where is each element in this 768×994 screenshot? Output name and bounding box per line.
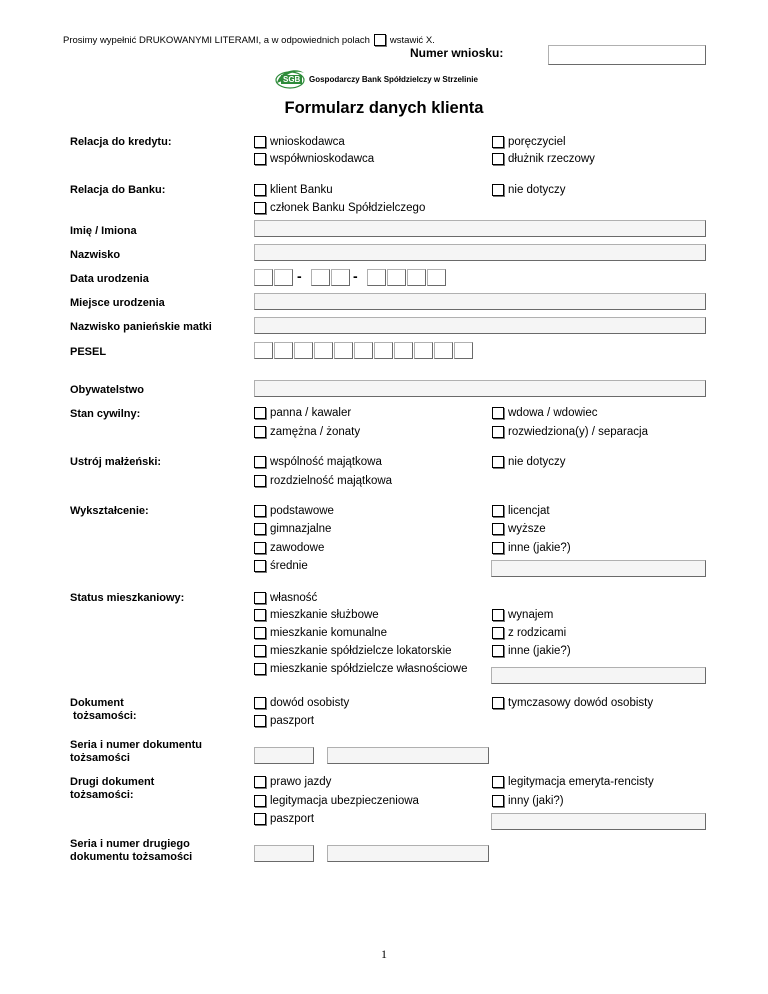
label-line: Drugi dokument: [70, 776, 155, 788]
option-label: mieszkanie komunalne: [270, 627, 387, 639]
mother-maiden-name-field[interactable]: [254, 317, 706, 334]
first-names-field[interactable]: [254, 220, 706, 237]
digit-box[interactable]: [427, 269, 446, 286]
checkbox[interactable]: [254, 456, 266, 468]
option-applicant[interactable]: [254, 136, 345, 148]
option-co-applicant[interactable]: [254, 153, 374, 165]
digit-box[interactable]: [454, 342, 473, 359]
checkbox[interactable]: [492, 542, 504, 554]
option-bank-member[interactable]: [254, 202, 425, 214]
digit-box[interactable]: [434, 342, 453, 359]
checkbox[interactable]: [492, 426, 504, 438]
second-series-label: [70, 838, 192, 864]
digit-box[interactable]: [367, 269, 386, 286]
option-label: legitymacja emeryta-rencisty: [508, 776, 654, 788]
option-divorced[interactable]: [492, 426, 648, 438]
option-label: wspólność majątkowa: [270, 456, 382, 468]
option-label: mieszkanie spółdzielcze własnościowe: [270, 663, 468, 675]
pesel-label: PESEL: [70, 346, 107, 358]
checkbox[interactable]: [254, 523, 266, 535]
option-label: wyższe: [508, 523, 546, 535]
birthplace-label: Miejsce urodzenia: [70, 297, 165, 309]
surname-label: Nazwisko: [70, 249, 121, 261]
option-label: współwnioskodawca: [270, 153, 375, 165]
checkbox[interactable]: [492, 697, 504, 709]
option-higher[interactable]: [492, 523, 546, 535]
date-separator: -: [297, 268, 302, 284]
option-label: dowód osobisty: [270, 697, 350, 709]
checkbox[interactable]: [254, 715, 266, 727]
option-driving-licence[interactable]: [254, 776, 331, 788]
option-label: członek Banku Spółdzielczego: [270, 202, 426, 214]
option-label: dłużnik rzeczowy: [508, 153, 595, 165]
digit-box[interactable]: [387, 269, 406, 286]
digit-box[interactable]: [254, 342, 273, 359]
first-names-label: Imię / Imiona: [70, 225, 137, 237]
digit-box[interactable]: [294, 342, 313, 359]
instruction-text: Prosimy wypełnić DRUKOWANYMI LITERAMI, a w odpowiednich polach: [63, 34, 370, 46]
digit-box[interactable]: [334, 342, 353, 359]
bank-name: Gospodarczy Bank Spółdzielczy w Strzelinie: [309, 74, 478, 84]
second-series-field[interactable]: [254, 845, 314, 862]
checkbox[interactable]: [254, 542, 266, 554]
option-label: licencjat: [508, 505, 550, 517]
digit-box[interactable]: [274, 269, 293, 286]
checkbox[interactable]: [254, 776, 266, 788]
housing-label: Status mieszkaniowy:: [70, 592, 185, 604]
option-guarantor[interactable]: [492, 136, 566, 148]
option-lower-secondary[interactable]: [254, 523, 331, 535]
birth-day-field[interactable]: [254, 269, 294, 286]
checkbox[interactable]: [492, 523, 504, 535]
option-rental[interactable]: [492, 609, 553, 621]
bank-logo: [274, 67, 478, 91]
id-series-label: [70, 739, 202, 765]
checkbox[interactable]: [492, 609, 504, 621]
option-coop-owned-flat[interactable]: [254, 663, 468, 675]
checkbox[interactable]: [492, 645, 504, 657]
option-label: gimnazjalne: [270, 523, 332, 535]
citizenship-field[interactable]: [254, 380, 706, 397]
form-title: Formularz danych klienta: [284, 99, 484, 117]
checkbox[interactable]: [492, 505, 504, 517]
option-council-flat[interactable]: [254, 627, 387, 639]
pesel-field[interactable]: [254, 342, 474, 359]
digit-box[interactable]: [311, 269, 330, 286]
checkbox[interactable]: [254, 426, 266, 438]
example-checkbox-icon: [374, 34, 386, 46]
housing-other-field[interactable]: [491, 667, 706, 684]
mother-maiden-name-label: Nazwisko panieńskie matki: [70, 321, 212, 333]
second-document-other-field[interactable]: [491, 813, 706, 830]
checkbox[interactable]: [254, 202, 266, 214]
option-label: średnie: [270, 560, 308, 572]
checkbox[interactable]: [254, 136, 266, 148]
checkbox[interactable]: [492, 407, 504, 419]
birth-month-field[interactable]: [311, 269, 351, 286]
option-label: podstawowe: [270, 505, 334, 517]
checkbox[interactable]: [254, 627, 266, 639]
checkbox[interactable]: [492, 184, 504, 196]
option-joint-property[interactable]: [254, 456, 382, 468]
fill-instruction: [63, 34, 435, 46]
option-married[interactable]: [254, 426, 360, 438]
option-label: legitymacja ubezpieczeniowa: [270, 795, 419, 807]
checkbox[interactable]: [254, 609, 266, 621]
digit-box[interactable]: [374, 342, 393, 359]
option-ownership[interactable]: [254, 592, 317, 604]
option-service-flat[interactable]: [254, 609, 379, 621]
checkbox[interactable]: [254, 813, 266, 825]
checkbox[interactable]: [254, 184, 266, 196]
digit-box[interactable]: [254, 269, 273, 286]
label-line: Dokument: [70, 697, 124, 709]
option-with-parents[interactable]: [492, 627, 566, 639]
id-number-field[interactable]: [327, 747, 489, 764]
label-line: tożsamości:: [73, 710, 137, 722]
option-label: inne (jakie?): [508, 645, 571, 657]
checkbox[interactable]: [254, 645, 266, 657]
birth-date-label: Data urodzenia: [70, 273, 149, 285]
checkbox[interactable]: [254, 592, 266, 604]
digit-box[interactable]: [394, 342, 413, 359]
checkbox[interactable]: [254, 407, 266, 419]
option-label: klient Banku: [270, 184, 333, 196]
digit-box[interactable]: [354, 342, 373, 359]
option-pensioner-id[interactable]: [492, 776, 654, 788]
date-separator: -: [353, 268, 358, 284]
option-passport[interactable]: [254, 715, 314, 727]
checkbox[interactable]: [492, 776, 504, 788]
option-label: panna / kawaler: [270, 407, 352, 419]
birthplace-field[interactable]: [254, 293, 706, 310]
option-label: rozwiedziona(y) / separacja: [508, 426, 648, 438]
option-widowed[interactable]: [492, 407, 597, 419]
option-temporary-id-card[interactable]: [492, 697, 653, 709]
option-label: nie dotyczy: [508, 456, 566, 468]
option-education-other[interactable]: [492, 542, 571, 554]
option-label: rozdzielność majątkowa: [270, 475, 393, 487]
option-property-not-applicable[interactable]: [492, 456, 566, 468]
option-label: poręczyciel: [508, 136, 566, 148]
checkbox[interactable]: [254, 505, 266, 517]
marital-status-label: Stan cywilny:: [70, 408, 141, 420]
option-label: zamężna / żonaty: [270, 426, 361, 438]
checkbox[interactable]: [254, 697, 266, 709]
option-not-applicable[interactable]: [492, 184, 566, 196]
id-series-field[interactable]: [254, 747, 314, 764]
checkbox[interactable]: [254, 560, 266, 572]
checkbox[interactable]: [254, 475, 266, 487]
option-secondary[interactable]: [254, 560, 308, 572]
digit-box[interactable]: [314, 342, 333, 359]
option-label: mieszkanie spółdzielcze lokatorskie: [270, 645, 452, 657]
request-number-field[interactable]: [548, 45, 706, 65]
option-label: paszport: [270, 813, 315, 825]
checkbox[interactable]: [492, 456, 504, 468]
education-label: Wykształcenie:: [70, 505, 149, 517]
label-line: dokumentu tożsamości: [70, 851, 193, 863]
option-label: z rodzicami: [508, 627, 567, 639]
label-line: Seria i numer dokumentu: [70, 739, 203, 751]
label-line: Seria i numer drugiego: [70, 838, 190, 850]
option-label: wdowa / wdowiec: [508, 407, 598, 419]
option-coop-tenant-flat[interactable]: [254, 645, 452, 657]
option-bachelor[interactable]: [492, 505, 550, 517]
option-primary[interactable]: [254, 505, 334, 517]
option-collateral-debtor[interactable]: [492, 153, 595, 165]
second-document-label: [70, 776, 154, 802]
option-insurance-id[interactable]: [254, 795, 419, 807]
option-second-passport[interactable]: [254, 813, 314, 825]
option-label: tymczasowy dowód osobisty: [508, 697, 654, 709]
option-label: wynajem: [508, 609, 554, 621]
sgb-logo-text: SGB: [283, 75, 301, 84]
option-label: prawo jazdy: [270, 776, 332, 788]
option-bank-client[interactable]: [254, 184, 333, 196]
checkbox[interactable]: [254, 663, 266, 675]
label-line: tożsamości:: [70, 789, 134, 801]
checkbox[interactable]: [254, 153, 266, 165]
digit-box[interactable]: [331, 269, 350, 286]
birth-year-field[interactable]: [367, 269, 447, 286]
bank-relation-label: Relacja do Banku:: [70, 184, 166, 196]
label-line: tożsamości: [70, 752, 130, 764]
surname-field[interactable]: [254, 244, 706, 261]
citizenship-label: Obywatelstwo: [70, 384, 144, 396]
option-label: nie dotyczy: [508, 184, 566, 196]
digit-box[interactable]: [414, 342, 433, 359]
option-label: zawodowe: [270, 542, 325, 554]
option-label: inny (jaki?): [508, 795, 564, 807]
credit-relation-label: Relacja do kredytu:: [70, 136, 172, 148]
option-id-card[interactable]: [254, 697, 349, 709]
checkbox[interactable]: [492, 795, 504, 807]
second-number-field[interactable]: [327, 845, 489, 862]
option-label: paszport: [270, 715, 315, 727]
marital-property-label: Ustrój małżeński:: [70, 456, 162, 468]
digit-box[interactable]: [407, 269, 426, 286]
page-number: 1: [381, 947, 387, 961]
option-label: wnioskodawca: [270, 136, 345, 148]
option-vocational[interactable]: [254, 542, 324, 554]
option-label: mieszkanie służbowe: [270, 609, 379, 621]
checkbox[interactable]: [492, 627, 504, 639]
option-second-document-other[interactable]: [492, 795, 564, 807]
id-document-label: [70, 697, 137, 723]
request-number-label: Numer wniosku:: [410, 46, 504, 60]
option-housing-other[interactable]: [492, 645, 571, 657]
digit-box[interactable]: [274, 342, 293, 359]
checkbox[interactable]: [492, 153, 504, 165]
education-other-field[interactable]: [491, 560, 706, 577]
instruction-text-end: wstawić X.: [389, 34, 435, 46]
checkbox[interactable]: [492, 136, 504, 148]
option-label: własność: [270, 592, 318, 604]
option-label: inne (jakie?): [508, 542, 571, 554]
option-separate-property[interactable]: [254, 475, 392, 487]
option-single[interactable]: [254, 407, 351, 419]
checkbox[interactable]: [254, 795, 266, 807]
